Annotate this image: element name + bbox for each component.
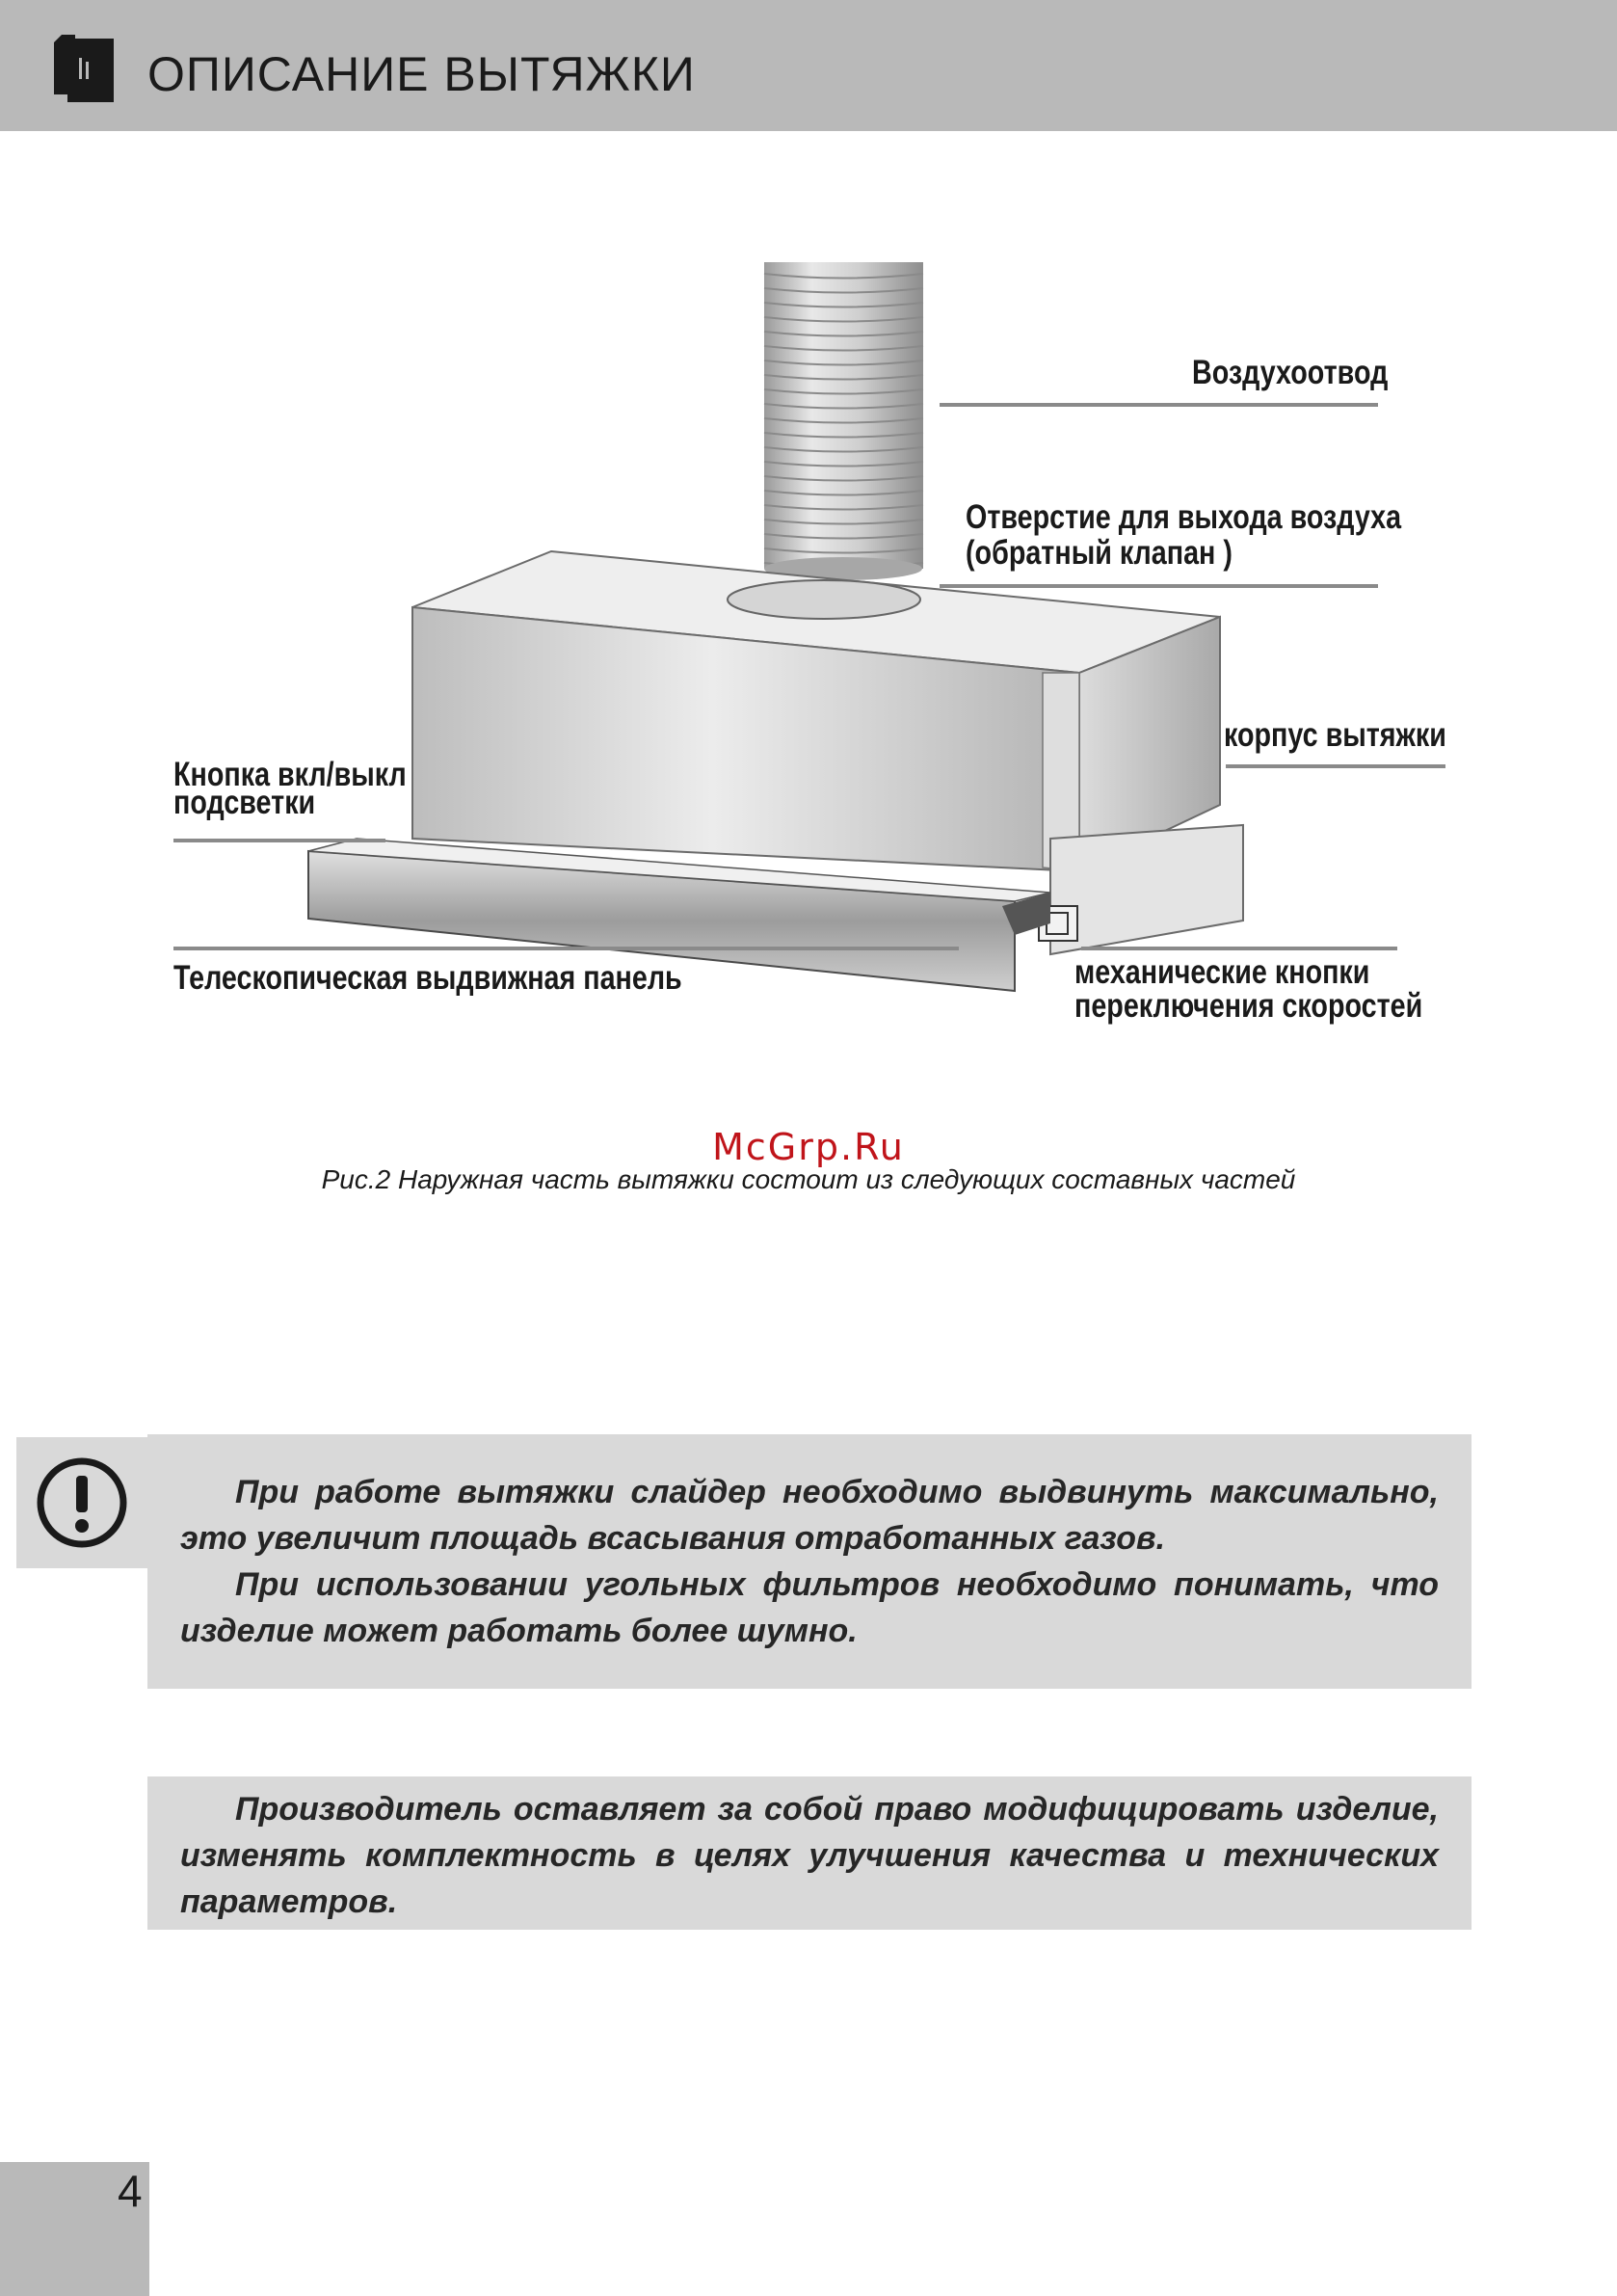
label-panel: Телескопическая выдвижная панель (173, 959, 682, 997)
exclamation-circle-icon (34, 1455, 130, 1551)
page-number: 4 (118, 2166, 143, 2216)
notice-icon-box (16, 1437, 147, 1568)
watermark: McGrp.Ru (712, 1126, 905, 1168)
page-header (0, 0, 1617, 131)
label-light-button-line2: подсветки (173, 784, 316, 821)
manufacturer-note-box (147, 1776, 1471, 1930)
label-outlet-line1: Отверстие для выхода воздуха (966, 498, 1402, 536)
manufacturer-note-paragraph: Производитель оставляет за собой право модифицировать изделие, изменять комплектность в целях улучшения качества и технических параметров. (180, 1791, 1439, 1920)
notice-paragraph-1: При работе вытяжки слайдер необходимо выдвинуть максимально, это увеличит площадь всасывания отработанных газов. (180, 1474, 1439, 1557)
label-outlet-line2: (обратный клапан ) (966, 534, 1233, 572)
label-light-button-line1: Кнопка вкл/выкл (173, 756, 407, 793)
air-duct (764, 262, 923, 580)
label-duct: Воздухоотвод (1192, 354, 1389, 391)
label-speed-buttons-line1: механические кнопки (1074, 953, 1370, 991)
notice-box (147, 1434, 1471, 1689)
notice-paragraph-2: При использовании угольных фильтров необходимо понимать, что изделие может работать более шумно. (180, 1566, 1439, 1649)
label-speed-buttons-line2: переключения скоростей (1074, 987, 1423, 1025)
page-title: ОПИСАНИЕ ВЫТЯЖКИ (147, 47, 696, 101)
label-body: корпус вытяжки (1224, 716, 1446, 754)
figure-caption: Рис.2 Наружная часть вытяжки состоит из следующих составных частей (321, 1164, 1296, 1194)
document-stack-icon (54, 35, 114, 102)
hood-diagram (154, 241, 1484, 1108)
